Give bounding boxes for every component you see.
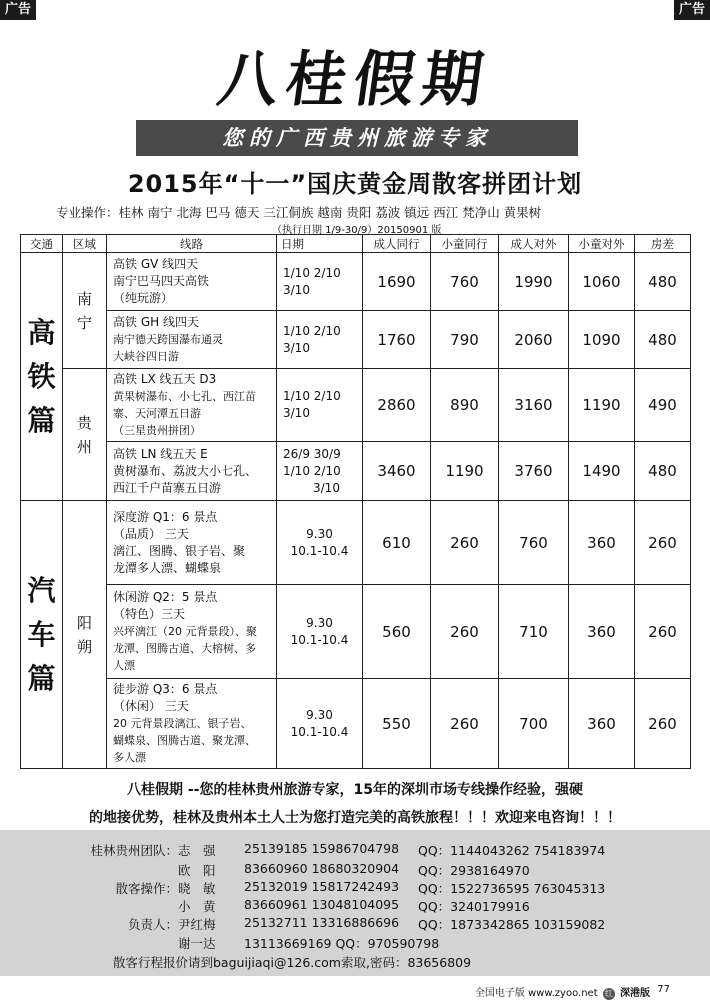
route-cell: 高铁 LN 线五天 E 黄树瀑布、荔波大小七孔、 西江千户苗寨五日游: [107, 442, 277, 501]
tour-table-wrapper: [20, 234, 690, 769]
price-adult-public: 1990: [499, 253, 569, 311]
price-adult-public: 760: [499, 501, 569, 585]
contact-phone: 25139185 15986704798: [244, 841, 400, 856]
contact-qq: QQ：3240179916: [418, 899, 530, 914]
price-child-public: 360: [569, 501, 635, 585]
price-adult-peer: 2860: [363, 369, 431, 442]
price-child-public: 1190: [569, 369, 635, 442]
price-child-peer: 260: [431, 501, 499, 585]
page-number: 77: [657, 984, 670, 995]
brand-logo-text: 八桂假期: [213, 45, 496, 115]
contact-qq: QQ：1144043262 754183974: [418, 843, 606, 858]
price-child-public: 1060: [569, 253, 635, 311]
price-adult-peer: 3460: [363, 442, 431, 501]
date-cell: 9.30 10.1-10.4: [277, 585, 363, 679]
price-child-public: 360: [569, 679, 635, 769]
price-adult-peer: 560: [363, 585, 431, 679]
header-transport: 交通: [21, 235, 63, 253]
price-adult-public: 3760: [499, 442, 569, 501]
price-adult-peer: 610: [363, 501, 431, 585]
price-child-public: 360: [569, 585, 635, 679]
table-row: [21, 311, 691, 369]
contact-phone: 25132019 15817242493: [244, 879, 400, 894]
header-room-diff: 房差: [635, 235, 691, 253]
price-room-diff: 260: [635, 585, 691, 679]
price-room-diff: 480: [635, 253, 691, 311]
route-cell: 休闲游 Q2：5 景点 （特色）三天 兴坪漓江（20 元背景段）、聚 龙潭、图腾古道、大榕树、多 人漂: [107, 585, 277, 679]
price-room-diff: 490: [635, 369, 691, 442]
contact-phone: 83660961 13048104095: [244, 897, 400, 912]
contact-name: 晓 敏: [178, 881, 216, 896]
contact-qq: QQ：1522736595 763045313: [418, 881, 606, 896]
contact-phone: 13113669169 QQ：970590798: [244, 936, 440, 951]
price-room-diff: 480: [635, 442, 691, 501]
area-nanning: 南 宁: [63, 253, 107, 369]
date-cell: 1/10 2/10 3/10: [277, 369, 363, 442]
page-title: 2015年“十一”国庆黄金周散客拼团计划: [127, 170, 583, 198]
contact-qq: QQ：1873342865 103159082: [418, 917, 606, 932]
price-adult-public: 3160: [499, 369, 569, 442]
price-room-diff: 480: [635, 311, 691, 369]
price-adult-peer: 550: [363, 679, 431, 769]
header-route: 线路: [107, 235, 277, 253]
price-child-peer: 260: [431, 585, 499, 679]
price-adult-public: 700: [499, 679, 569, 769]
price-child-public: 1490: [569, 442, 635, 501]
operations-line: 专业操作：桂林 南宁 北海 巴马 德天 三江侗族 越南 贵阳 荔波 镇远 西江 梵净山 黄果树: [56, 205, 542, 220]
header-adult-public: 成人对外: [499, 235, 569, 253]
area-yangshuo: 阳 朔: [63, 501, 107, 769]
contact-name: 志 强: [178, 843, 216, 858]
contact-role: 桂林贵州团队：: [90, 843, 178, 858]
contact-role: 负责人：: [127, 917, 178, 932]
price-adult-public: 710: [499, 585, 569, 679]
price-adult-peer: 1690: [363, 253, 431, 311]
footer-site: [475, 984, 650, 1000]
contact-name: 尹红梅: [178, 917, 216, 932]
footer-edition: 深港版: [620, 988, 650, 999]
contact-panel: [0, 830, 710, 976]
area-guizhou: 贵 州: [63, 369, 107, 501]
table-row: [21, 369, 691, 442]
price-room-diff: 260: [635, 679, 691, 769]
route-cell: 高铁 GH 线四天 南宁德天跨国瀑布通灵 大峡谷四日游: [107, 311, 277, 369]
contact-name: 小 黄: [178, 899, 216, 914]
execution-date-line: （执行日期 1/9-30/9）20150901 版: [272, 225, 442, 236]
header-adult-peer: 成人同行: [363, 235, 431, 253]
footer-url: 全国电子版 www.zyoo.net: [474, 988, 598, 999]
price-child-peer: 260: [431, 679, 499, 769]
promo-line-2: 的地接优势，桂林及贵州本土人士为您打造完美的高铁旅程！！！欢迎来电咨询！！！: [89, 810, 621, 826]
email-line: 散客行程报价请到baguijiaqi@126.com索取,密码：83656809: [113, 955, 472, 970]
table-row: [21, 501, 691, 585]
contact-phone: 25132711 13316886696: [244, 915, 400, 930]
category-bus: 汽 车 篇: [21, 501, 63, 769]
price-child-peer: 790: [431, 311, 499, 369]
slogan-banner: 您的广西贵州旅游专家: [136, 120, 578, 156]
contact-name: 欧 阳: [178, 863, 216, 878]
route-cell: 高铁 GV 线四天 南宁巴马四天高铁 （纯玩游）: [107, 253, 277, 311]
price-adult-public: 2060: [499, 311, 569, 369]
date-cell: 9.30 10.1-10.4: [277, 679, 363, 769]
table-row: [21, 679, 691, 769]
table-row: [21, 442, 691, 501]
contact-phone: 83660960 18680320904: [244, 861, 400, 876]
tour-table: [20, 234, 691, 769]
category-rail: 高 铁 篇: [21, 253, 63, 501]
header-child-public: 小童对外: [569, 235, 635, 253]
price-child-public: 1090: [569, 311, 635, 369]
route-cell: 深度游 Q1：6 景点 （品质） 三天 漓江、图腾、银子岩、聚 龙潭多人漂、蝴蝶泉: [107, 501, 277, 585]
price-child-peer: 760: [431, 253, 499, 311]
contact-name: 谢一达: [178, 936, 216, 951]
date-cell: 9.30 10.1-10.4: [277, 501, 363, 585]
table-header-row: [21, 235, 691, 253]
date-cell: 1/10 2/10 3/10: [277, 311, 363, 369]
date-cell: 26/9 30/9 1/10 2/10 3/10: [277, 442, 363, 501]
header-date: 日期: [277, 235, 363, 253]
ad-tag-right: 广告: [674, 0, 710, 20]
date-cell: 1/10 2/10 3/10: [277, 253, 363, 311]
table-row: [21, 253, 691, 311]
route-cell: 徒步游 Q3：6 景点 （休闲） 三天 20 元背景段漓江、银子岩、 蝴蝶泉、图腾古道、聚龙潭、 多人漂: [107, 679, 277, 769]
price-child-peer: 1190: [431, 442, 499, 501]
promo-text: [0, 776, 710, 832]
route-cell: 高铁 LX 线五天 D3 黄果树瀑布、小七孔、西江苗 寨、天河潭五日游 （三星贵州拼团）: [107, 369, 277, 442]
price-adult-peer: 1760: [363, 311, 431, 369]
header-child-peer: 小童同行: [431, 235, 499, 253]
table-row: [21, 585, 691, 679]
promo-line-1: 八桂假期 --您的桂林贵州旅游专家，15年的深圳市场专线操作经验，强硬: [127, 782, 583, 798]
price-child-peer: 890: [431, 369, 499, 442]
red-logo-icon: 红: [604, 989, 613, 998]
contact-qq: QQ：2938164970: [418, 863, 530, 878]
price-room-diff: 260: [635, 501, 691, 585]
header-area: 区域: [63, 235, 107, 253]
contact-role: 散客操作：: [115, 881, 178, 896]
ad-tag-left: 广告: [0, 0, 36, 20]
